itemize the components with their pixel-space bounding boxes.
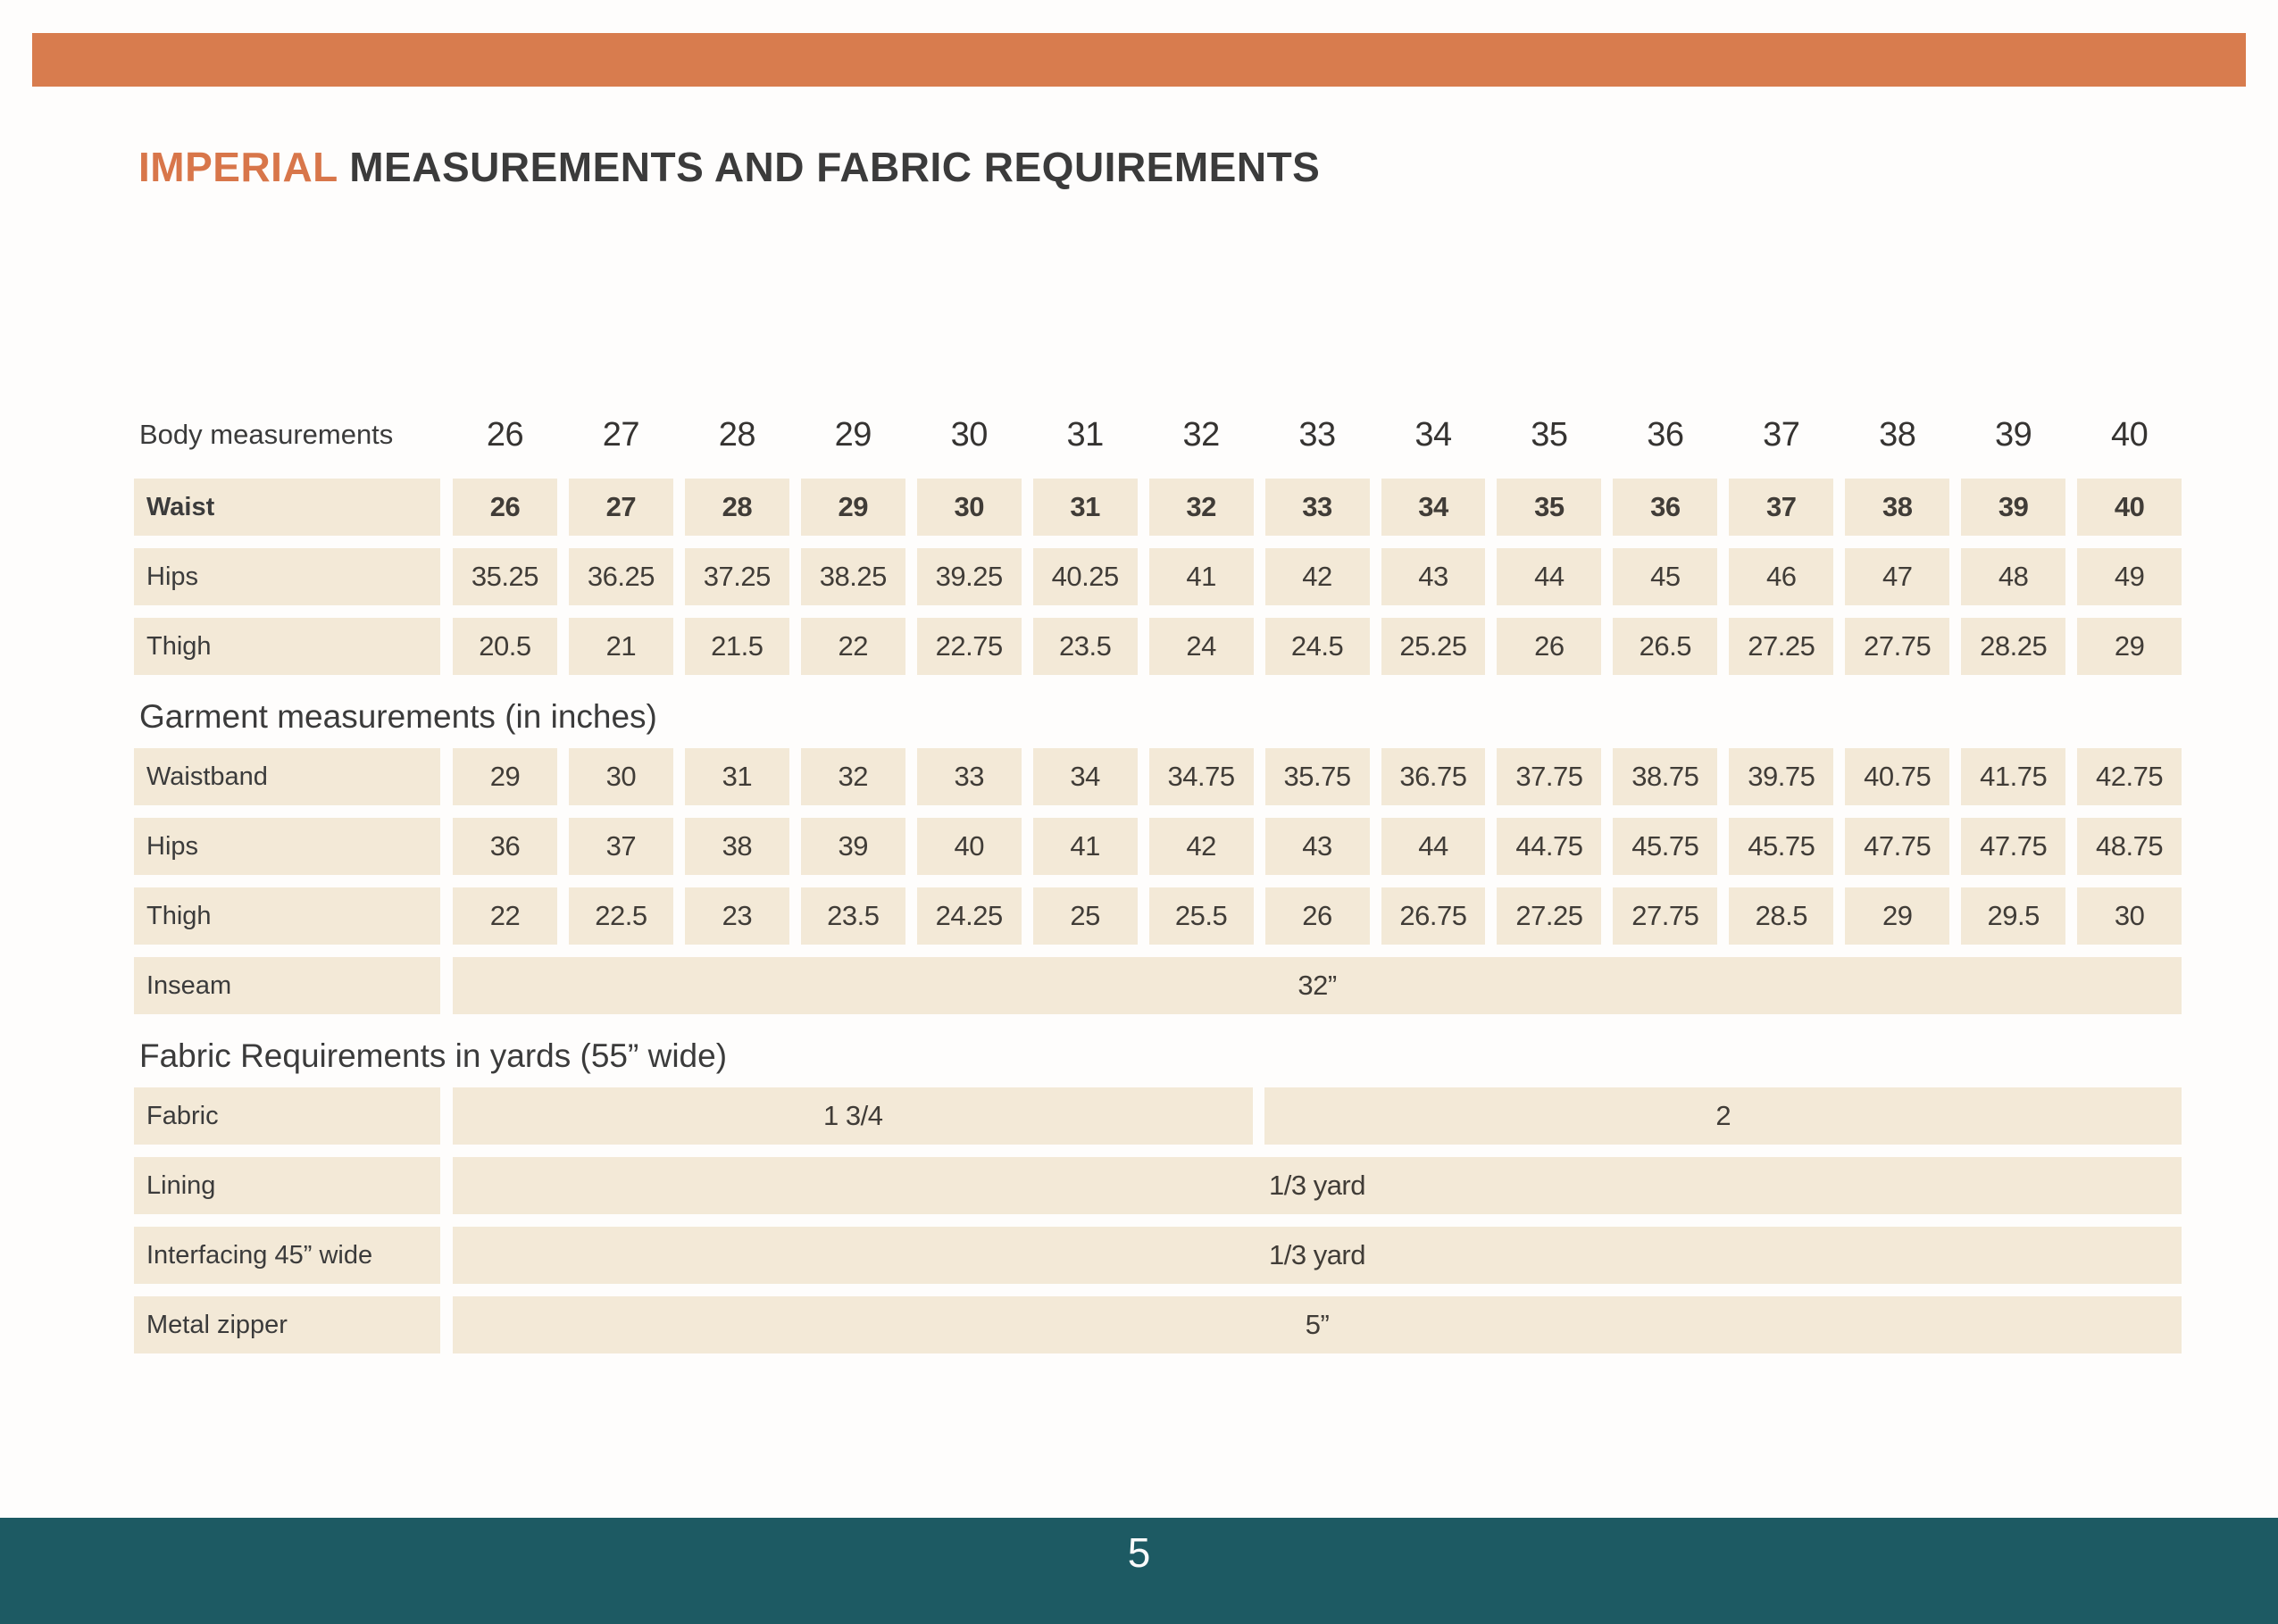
footer-bar (0, 1518, 2278, 1624)
value-cell: 42 (1265, 548, 1370, 605)
value-cell: 33 (1265, 479, 1370, 536)
page-number: 5 (1127, 1529, 1151, 1576)
measurement-tables (134, 404, 2182, 1353)
value-cell: 27.75 (1613, 887, 1717, 945)
value-cell: 29 (801, 479, 905, 536)
row-label: Interfacing 45” wide (134, 1227, 440, 1284)
value-cell: 28.25 (1961, 618, 2065, 675)
value-cell: 39 (801, 818, 905, 875)
fabric-value-small-sizes: 1 3/4 (453, 1087, 1253, 1145)
row-label: Lining (134, 1157, 440, 1214)
size-column-header: 27 (602, 415, 640, 454)
value-cell: 38 (1845, 479, 1949, 536)
value-cell: 32 (801, 748, 905, 805)
value-cell: 47.75 (1845, 818, 1949, 875)
row-label: Inseam (134, 957, 440, 1014)
value-cell: 23 (685, 887, 789, 945)
row-cells (453, 548, 2182, 605)
garment-row-waistband (134, 748, 2182, 805)
size-column-header: 30 (950, 415, 988, 454)
value-cell: 29 (1845, 887, 1949, 945)
value-cell: 47.75 (1961, 818, 2065, 875)
value-cell: 30 (917, 479, 1022, 536)
row-cells (453, 887, 2182, 945)
value-cell: 31 (1033, 479, 1138, 536)
value-cell: 30 (569, 748, 673, 805)
value-cell: 26.75 (1381, 887, 1486, 945)
body-row-hips (134, 548, 2182, 605)
row-label: Thigh (134, 887, 440, 945)
fabric-row-lining (134, 1157, 2182, 1214)
row-cells (453, 748, 2182, 805)
value-cell: 41 (1149, 548, 1254, 605)
size-column-header: 40 (2110, 415, 2149, 454)
value-cell: 29 (453, 748, 557, 805)
row-label: Waistband (134, 748, 440, 805)
garment-row-hips (134, 818, 2182, 875)
size-column-header: 38 (1879, 415, 1916, 454)
fabric-row (134, 1087, 2182, 1145)
size-column-header: 26 (486, 415, 524, 454)
size-column-header: 39 (1995, 415, 2032, 454)
row-label: Hips (134, 818, 440, 875)
value-cell: 24.5 (1265, 618, 1370, 675)
value-cell: 28 (685, 479, 789, 536)
value-cell: 46 (1729, 548, 1833, 605)
value-cell: 37 (1729, 479, 1833, 536)
value-cell: 36.75 (1381, 748, 1486, 805)
value-cell: 37 (569, 818, 673, 875)
value-cell: 37.75 (1497, 748, 1601, 805)
row-label: Waist (134, 479, 440, 536)
value-cell: 26 (1497, 618, 1601, 675)
value-cell: 36 (1613, 479, 1717, 536)
value-cell: 40 (2077, 479, 2182, 536)
fabric-value-large-sizes: 2 (1264, 1087, 2182, 1145)
row-cells (453, 1227, 2182, 1284)
row-cells (453, 479, 2182, 536)
value-cell: 25 (1033, 887, 1138, 945)
value-cell: 43 (1381, 548, 1486, 605)
value-cell: 39.25 (917, 548, 1022, 605)
value-cell: 27 (569, 479, 673, 536)
value-cell: 23.5 (1033, 618, 1138, 675)
value-cell: 24.25 (917, 887, 1022, 945)
value-cell: 26 (1265, 887, 1370, 945)
value-cell: 22 (453, 887, 557, 945)
value-cell: 38 (685, 818, 789, 875)
value-cell: 26 (453, 479, 557, 536)
value-cell: 44 (1497, 548, 1601, 605)
value-cell: 40.25 (1033, 548, 1138, 605)
size-column-header: 35 (1531, 415, 1568, 454)
value-cell: 31 (685, 748, 789, 805)
value-cell: 40 (917, 818, 1022, 875)
value-cell: 35 (1497, 479, 1601, 536)
value-cell: 21.5 (685, 618, 789, 675)
fabric-section-heading: Fabric Requirements in yards (55” wide) (139, 1037, 728, 1074)
value-cell: 29 (2077, 618, 2182, 675)
value-cell: 39.75 (1729, 748, 1833, 805)
value-cell: 25.25 (1381, 618, 1486, 675)
value-cell: 36 (453, 818, 557, 875)
value-cell: 24 (1149, 618, 1254, 675)
merged-value-cell: 1/3 yard (453, 1227, 2182, 1284)
value-cell: 41.75 (1961, 748, 2065, 805)
size-header-cells (453, 404, 2182, 466)
row-label: Thigh (134, 618, 440, 675)
page-title (138, 143, 1320, 191)
value-cell: 32 (1149, 479, 1254, 536)
value-cell: 35.25 (453, 548, 557, 605)
value-cell: 22.5 (569, 887, 673, 945)
value-cell: 25.5 (1149, 887, 1254, 945)
value-cell: 26.5 (1613, 618, 1717, 675)
value-cell: 44.75 (1497, 818, 1601, 875)
size-column-header: 34 (1414, 415, 1452, 454)
row-cells (453, 818, 2182, 875)
size-column-header: 33 (1298, 415, 1336, 454)
row-cells (453, 1296, 2182, 1353)
value-cell: 45 (1613, 548, 1717, 605)
fabric-row-zipper (134, 1296, 2182, 1353)
value-cell: 47 (1845, 548, 1949, 605)
fabric-row-interfacing (134, 1227, 2182, 1284)
value-cell: 44 (1381, 818, 1486, 875)
top-accent-bar (32, 33, 2246, 87)
merged-value-cell: 5” (453, 1296, 2182, 1353)
value-cell: 48.75 (2077, 818, 2182, 875)
value-cell: 27.75 (1845, 618, 1949, 675)
value-cell: 43 (1265, 818, 1370, 875)
size-column-header: 28 (718, 415, 755, 454)
value-cell: 39 (1961, 479, 2065, 536)
value-cell: 20.5 (453, 618, 557, 675)
garment-row-inseam (134, 957, 2182, 1014)
value-cell: 30 (2077, 887, 2182, 945)
value-cell: 34 (1033, 748, 1138, 805)
value-cell: 29.5 (1961, 887, 2065, 945)
value-cell: 27.25 (1729, 618, 1833, 675)
row-label: Metal zipper (134, 1296, 440, 1353)
value-cell: 33 (917, 748, 1022, 805)
page-title-highlight: IMPERIAL (138, 144, 338, 190)
value-cell: 41 (1033, 818, 1138, 875)
value-cell: 38.75 (1613, 748, 1717, 805)
value-cell: 45.75 (1613, 818, 1717, 875)
body-row-waist (134, 479, 2182, 536)
value-cell: 38.25 (801, 548, 905, 605)
size-header-label: Body measurements (139, 419, 394, 450)
row-cells (453, 1157, 2182, 1214)
row-cells (453, 957, 2182, 1014)
page-title-rest: MEASUREMENTS AND FABRIC REQUIREMENTS (337, 144, 1321, 190)
value-cell: 37.25 (685, 548, 789, 605)
value-cell: 34.75 (1149, 748, 1254, 805)
row-label: Fabric (134, 1087, 440, 1145)
row-cells (453, 618, 2182, 675)
size-column-header: 29 (834, 415, 872, 454)
size-header-row (134, 404, 2182, 466)
value-cell: 40.75 (1845, 748, 1949, 805)
row-cells (453, 1087, 2182, 1145)
size-column-header: 37 (1763, 415, 1800, 454)
value-cell: 48 (1961, 548, 2065, 605)
size-column-header: 31 (1066, 415, 1104, 454)
garment-section-heading: Garment measurements (in inches) (139, 698, 657, 735)
merged-value-cell: 32” (453, 957, 2182, 1014)
value-cell: 42.75 (2077, 748, 2182, 805)
size-column-header: 32 (1182, 415, 1220, 454)
value-cell: 22.75 (917, 618, 1022, 675)
garment-row-thigh (134, 887, 2182, 945)
value-cell: 23.5 (801, 887, 905, 945)
value-cell: 45.75 (1729, 818, 1833, 875)
value-cell: 27.25 (1497, 887, 1601, 945)
value-cell: 21 (569, 618, 673, 675)
body-row-thigh (134, 618, 2182, 675)
value-cell: 36.25 (569, 548, 673, 605)
merged-value-cell: 1/3 yard (453, 1157, 2182, 1214)
row-label: Hips (134, 548, 440, 605)
value-cell: 49 (2077, 548, 2182, 605)
value-cell: 42 (1149, 818, 1254, 875)
size-column-header: 36 (1647, 415, 1684, 454)
value-cell: 22 (801, 618, 905, 675)
value-cell: 28.5 (1729, 887, 1833, 945)
value-cell: 34 (1381, 479, 1486, 536)
value-cell: 35.75 (1265, 748, 1370, 805)
